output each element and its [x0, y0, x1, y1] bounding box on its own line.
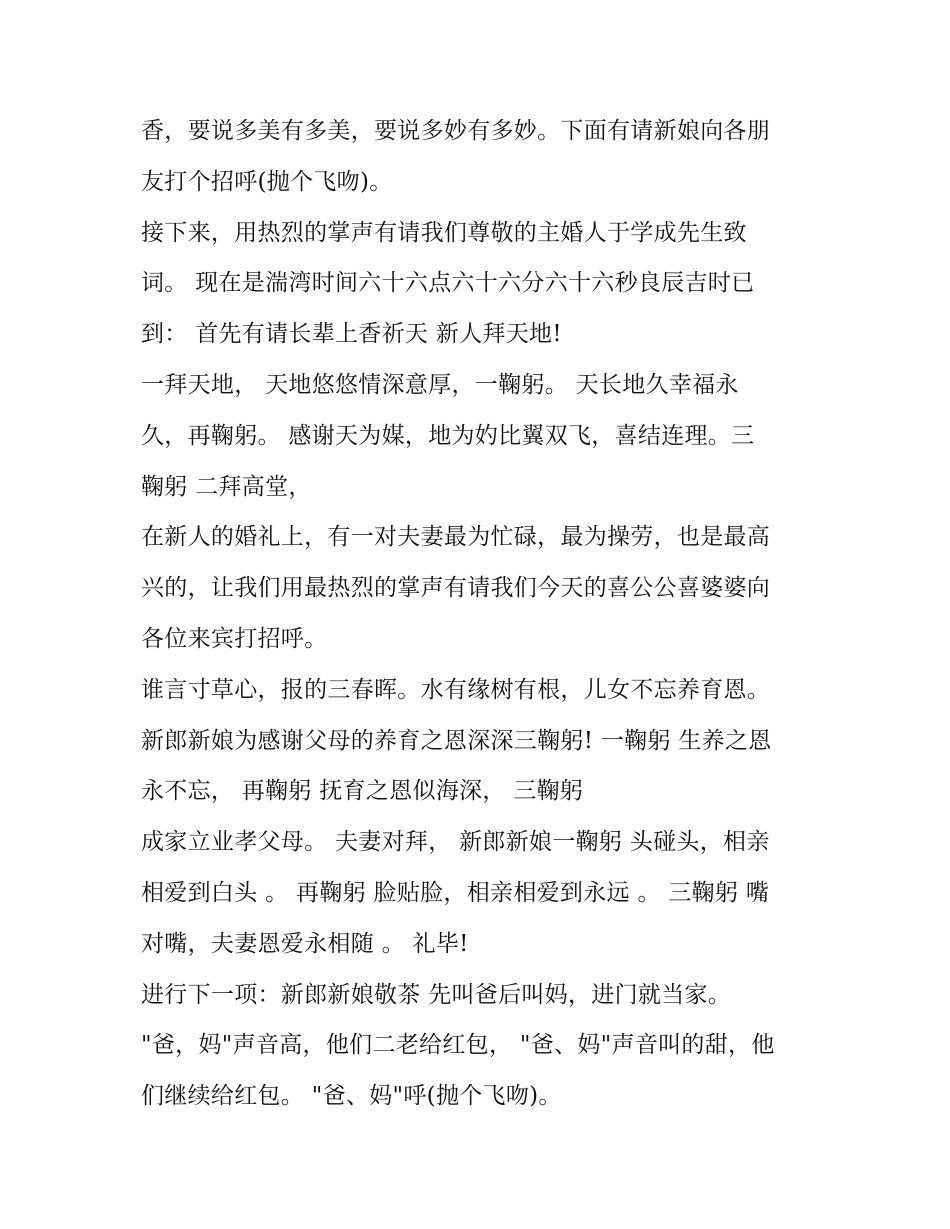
text-line: 在新人的婚礼上，有一对夫妻最为忙碌，最为操劳，也是最高 — [141, 524, 771, 551]
text-line: 对嘴，夫妻恩爱永相随 。 礼毕! — [141, 930, 469, 957]
text-line: 们继续给红包。 "爸、妈"呼(抛个飞吻)。 — [141, 1083, 562, 1110]
text-line: 词。 现在是湍湾时间六十六点六十六分六十六秒良辰吉时已 — [141, 270, 755, 297]
text-line: 兴的，让我们用最热烈的掌声有请我们今天的喜公公喜婆婆向 — [141, 575, 771, 602]
text-line: 到： 首先有请长辈上香祈天 新人拜天地! — [141, 321, 562, 348]
text-line: 新郎新娘为感谢父母的养育之恩深深三鞠躬! 一鞠躬 生养之恩 — [141, 727, 772, 754]
text-line: 久，再鞠躬。 感谢天为媒，地为妁比翼双飞，喜结连理。三 — [141, 422, 755, 449]
text-line: 相爱到白头 。 再鞠躬 脸贴脸，相亲相爱到永远 。 三鞠躬 嘴 — [141, 879, 770, 906]
text-line: 进行下一项：新郎新娘敬茶 先叫爸后叫妈，进门就当家。 — [141, 981, 732, 1008]
text-line: 成家立业孝父母。 夫妻对拜， 新郎新娘一鞠躬 头碰头，相亲 — [141, 829, 770, 856]
text-line: 接下来，用热烈的掌声有请我们尊敬的主婚人于学成先生致 — [141, 219, 747, 246]
text-line: 各位来宾打招呼。 — [141, 625, 328, 652]
text-line: 一拜天地， 天地悠悠情深意厚，一鞠躬。 天长地久幸福永 — [141, 371, 739, 398]
document-body — [141, 106, 821, 1122]
text-line: 鞠躬 二拜高堂， — [141, 473, 312, 500]
text-line: "爸，妈"声音高，他们二老给红包， "爸、妈"声音叫的甜，他 — [141, 1032, 775, 1059]
text-line: 谁言寸草心，报的三春晖。水有缘树有根，儿女不忘养育恩。 — [141, 676, 771, 703]
text-line: 友打个招呼(抛个飞吻)。 — [141, 168, 393, 195]
text-line: 永不忘， 再鞠躬 抚育之恩似海深， 三鞠躬 — [141, 778, 584, 805]
text-line: 香，要说多美有多美，要说多妙有多妙。下面有请新娘向各朋 — [141, 118, 771, 144]
